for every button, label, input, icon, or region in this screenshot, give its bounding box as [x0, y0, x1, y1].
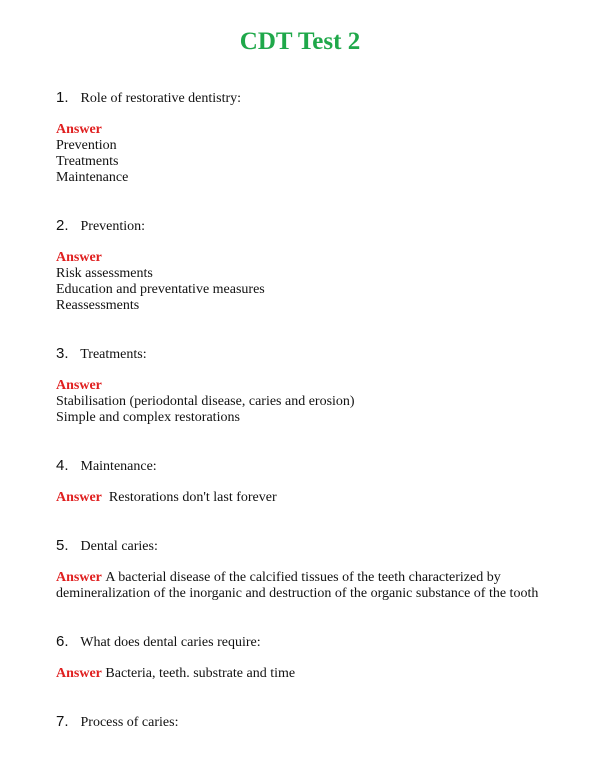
question-number: 5.: [56, 537, 69, 554]
document-title: CDT Test 2: [239, 28, 361, 55]
question-4: [56, 458, 576, 475]
question-text: Prevention:: [80, 219, 146, 234]
answer-label: Answer: [56, 378, 102, 393]
question-text: Role of restorative dentistry:: [80, 91, 242, 106]
answer-6: [56, 666, 586, 682]
answer-line: Education and preventative measures: [56, 282, 265, 297]
question-number: 3.: [56, 345, 69, 362]
question-text: Process of caries:: [80, 715, 179, 730]
answer-label: Answer: [56, 490, 102, 505]
answer-text: Restorations don't last forever: [108, 490, 277, 505]
question-text: Dental caries:: [80, 539, 158, 554]
answer-line: Treatments: [56, 154, 119, 169]
question-number: 6.: [56, 633, 69, 650]
answer-line: Stabilisation (periodontal disease, caries and erosion): [56, 394, 355, 409]
answer-text: A bacterial disease of the calcified tissues of the teeth characterized by: [105, 570, 501, 585]
question-2: [56, 218, 576, 235]
answer-line: Maintenance: [56, 170, 129, 185]
answer-label: Answer: [56, 570, 102, 585]
question-text: Maintenance:: [80, 459, 157, 474]
answer-label: Answer: [56, 666, 102, 681]
answer-4: [56, 490, 586, 506]
answer-3: [56, 378, 586, 426]
question-text: Treatments:: [80, 347, 147, 362]
question-1: [56, 90, 576, 107]
question-3: [56, 346, 576, 363]
answer-line: Simple and complex restorations: [56, 410, 240, 425]
question-7: [56, 714, 576, 731]
answer-label: Answer: [56, 122, 102, 137]
answer-5: [56, 570, 586, 602]
answer-label: Answer: [56, 250, 102, 265]
answer-line: Risk assessments: [56, 266, 153, 281]
question-number: 1.: [56, 89, 69, 106]
answer-1: [56, 122, 586, 186]
answer-line: Prevention: [56, 138, 117, 153]
question-5: [56, 538, 576, 555]
question-number: 2.: [56, 217, 69, 234]
question-6: [56, 634, 576, 651]
question-number: 4.: [56, 457, 69, 474]
answer-line: demineralization of the inorganic and destruction of the organic substance of the tooth: [56, 586, 539, 601]
question-number: 7.: [56, 713, 69, 730]
question-text: What does dental caries require:: [80, 635, 261, 650]
answer-text: Bacteria, teeth. substrate and time: [105, 666, 296, 681]
answer-2: [56, 250, 586, 314]
answer-line: Reassessments: [56, 298, 140, 313]
